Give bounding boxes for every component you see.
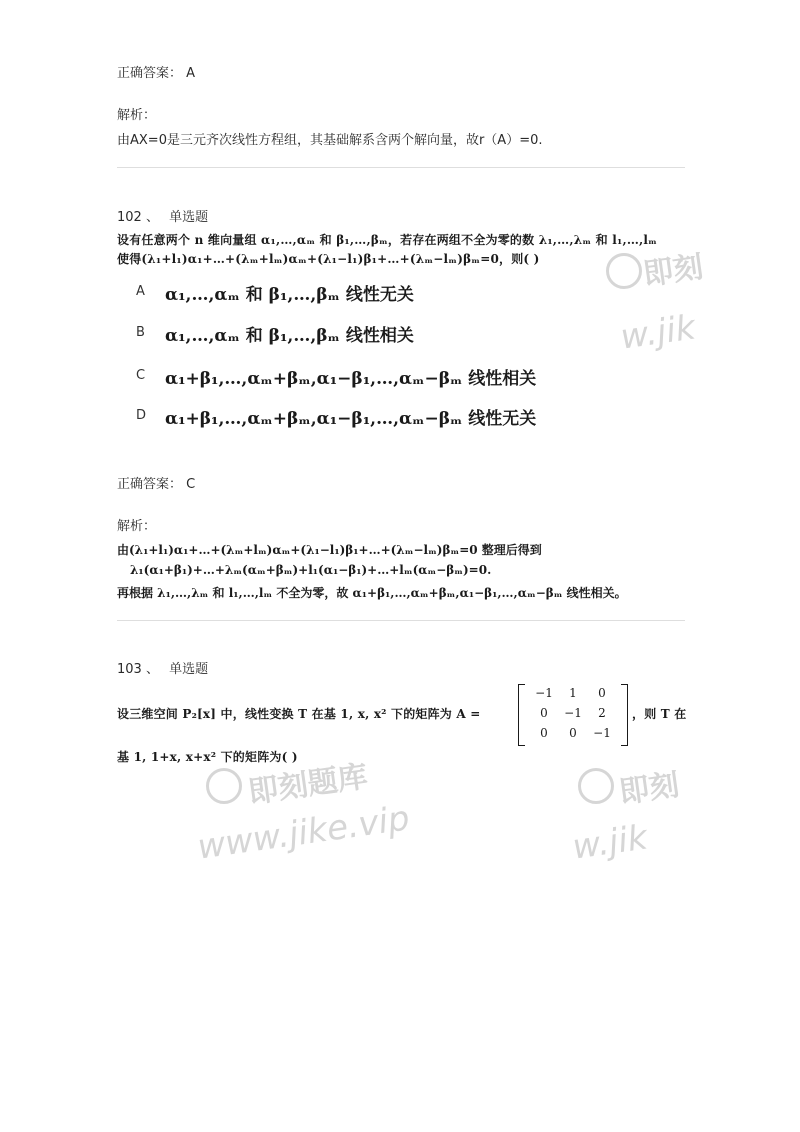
answer-label: 正确答案： <box>117 66 183 81</box>
matrix-cell: −1 <box>593 726 611 740</box>
matrix-cell: −1 <box>535 686 553 700</box>
answer-label: 正确答案： <box>117 477 183 492</box>
question-number: 103 、 <box>117 662 159 677</box>
q103-stem-pre: 设三维空间 P₂[x] 中，线性变换 T 在基 1, x, x² 下的矩阵为 A = <box>117 707 481 721</box>
matrix-cell: 0 <box>598 686 606 700</box>
matrix-a <box>518 684 628 744</box>
option-text: α₁+β₁,…,αₘ+βₘ,α₁−β₁,…,αₘ−βₘ 线性无关 <box>165 409 537 429</box>
watermark-brand: 即刻 <box>617 767 682 811</box>
option-letter: D <box>136 408 147 423</box>
q103-stem-post: ，则 T 在 <box>632 707 687 721</box>
q103-header <box>117 658 208 677</box>
matrix-cell: 2 <box>598 706 606 720</box>
answer-value: C <box>186 477 196 492</box>
q102-header <box>117 206 208 225</box>
panda-logo-icon <box>206 768 242 804</box>
question-number: 102 、 <box>117 210 159 225</box>
option-letter: B <box>136 325 145 340</box>
watermark-url: w.jik <box>570 817 650 868</box>
option-letter: C <box>136 368 146 383</box>
option-text: α₁,…,αₘ 和 β₁,…,βₘ 线性无关 <box>165 285 414 305</box>
option-letter: A <box>136 284 145 299</box>
q101-analysis-text: 由AX=0是三元齐次线性方程组，其基础解系含两个解向量，故r（A）=0. <box>117 133 543 148</box>
q101-analysis-label: 解析： <box>117 108 157 123</box>
matrix-cell: 0 <box>540 726 548 740</box>
matrix-right-bracket <box>621 684 628 746</box>
matrix-cell: 0 <box>540 706 548 720</box>
q102-analysis-line1: 由(λ₁+l₁)α₁+…+(λₘ+lₘ)αₘ+(λ₁−l₁)β₁+…+(λₘ−lₘ)βₘ=0 整理后得到 <box>117 543 542 557</box>
q102-analysis-label: 解析： <box>117 519 157 534</box>
q102-answer <box>117 473 195 492</box>
matrix-cell: 1 <box>569 686 577 700</box>
divider <box>117 167 685 168</box>
matrix-left-bracket <box>518 684 525 746</box>
question-type: 单选题 <box>169 210 209 225</box>
watermark-url: w.jik <box>618 307 698 358</box>
matrix-cell: −1 <box>564 706 582 720</box>
panda-logo-icon <box>606 253 642 289</box>
watermark-brand: 即刻 <box>641 249 706 293</box>
q102-analysis-line3: 再根据 λ₁,…,λₘ 和 l₁,…,lₘ 不全为零，故 α₁+β₁,…,αₘ+βₘ,α₁−β₁,…,αₘ−βₘ 线性相关。 <box>117 586 627 600</box>
q102-stem-line2: 使得(λ₁+l₁)α₁+…+(λₘ+lₘ)αₘ+(λ₁−l₁)β₁+…+(λₘ−lₘ)βₘ=0，则( ) <box>117 252 540 266</box>
answer-value: A <box>186 66 196 81</box>
q102-stem-line1: 设有任意两个 n 维向量组 α₁,…,αₘ 和 β₁,…,βₘ，若存在两组不全为零的数 λ₁,…,λₘ 和 l₁,…,lₘ <box>117 233 658 247</box>
q103-stem-line2: 基 1, 1+x, x+x² 下的矩阵为( ) <box>117 750 298 764</box>
question-type: 单选题 <box>169 662 209 677</box>
option-text: α₁+β₁,…,αₘ+βₘ,α₁−β₁,…,αₘ−βₘ 线性相关 <box>165 369 537 389</box>
watermark-url: www.jike.vip <box>195 798 413 868</box>
panda-logo-icon <box>578 768 614 804</box>
matrix-cell: 0 <box>569 726 577 740</box>
option-text: α₁,…,αₘ 和 β₁,…,βₘ 线性相关 <box>165 326 414 346</box>
divider <box>117 620 685 621</box>
q101-answer <box>117 62 195 81</box>
q102-analysis-line2: λ₁(α₁+β₁)+…+λₘ(αₘ+βₘ)+l₁(α₁−β₁)+…+lₘ(αₘ−βₘ)=0. <box>130 563 492 577</box>
watermark-brand: 即刻题库 <box>246 759 370 811</box>
